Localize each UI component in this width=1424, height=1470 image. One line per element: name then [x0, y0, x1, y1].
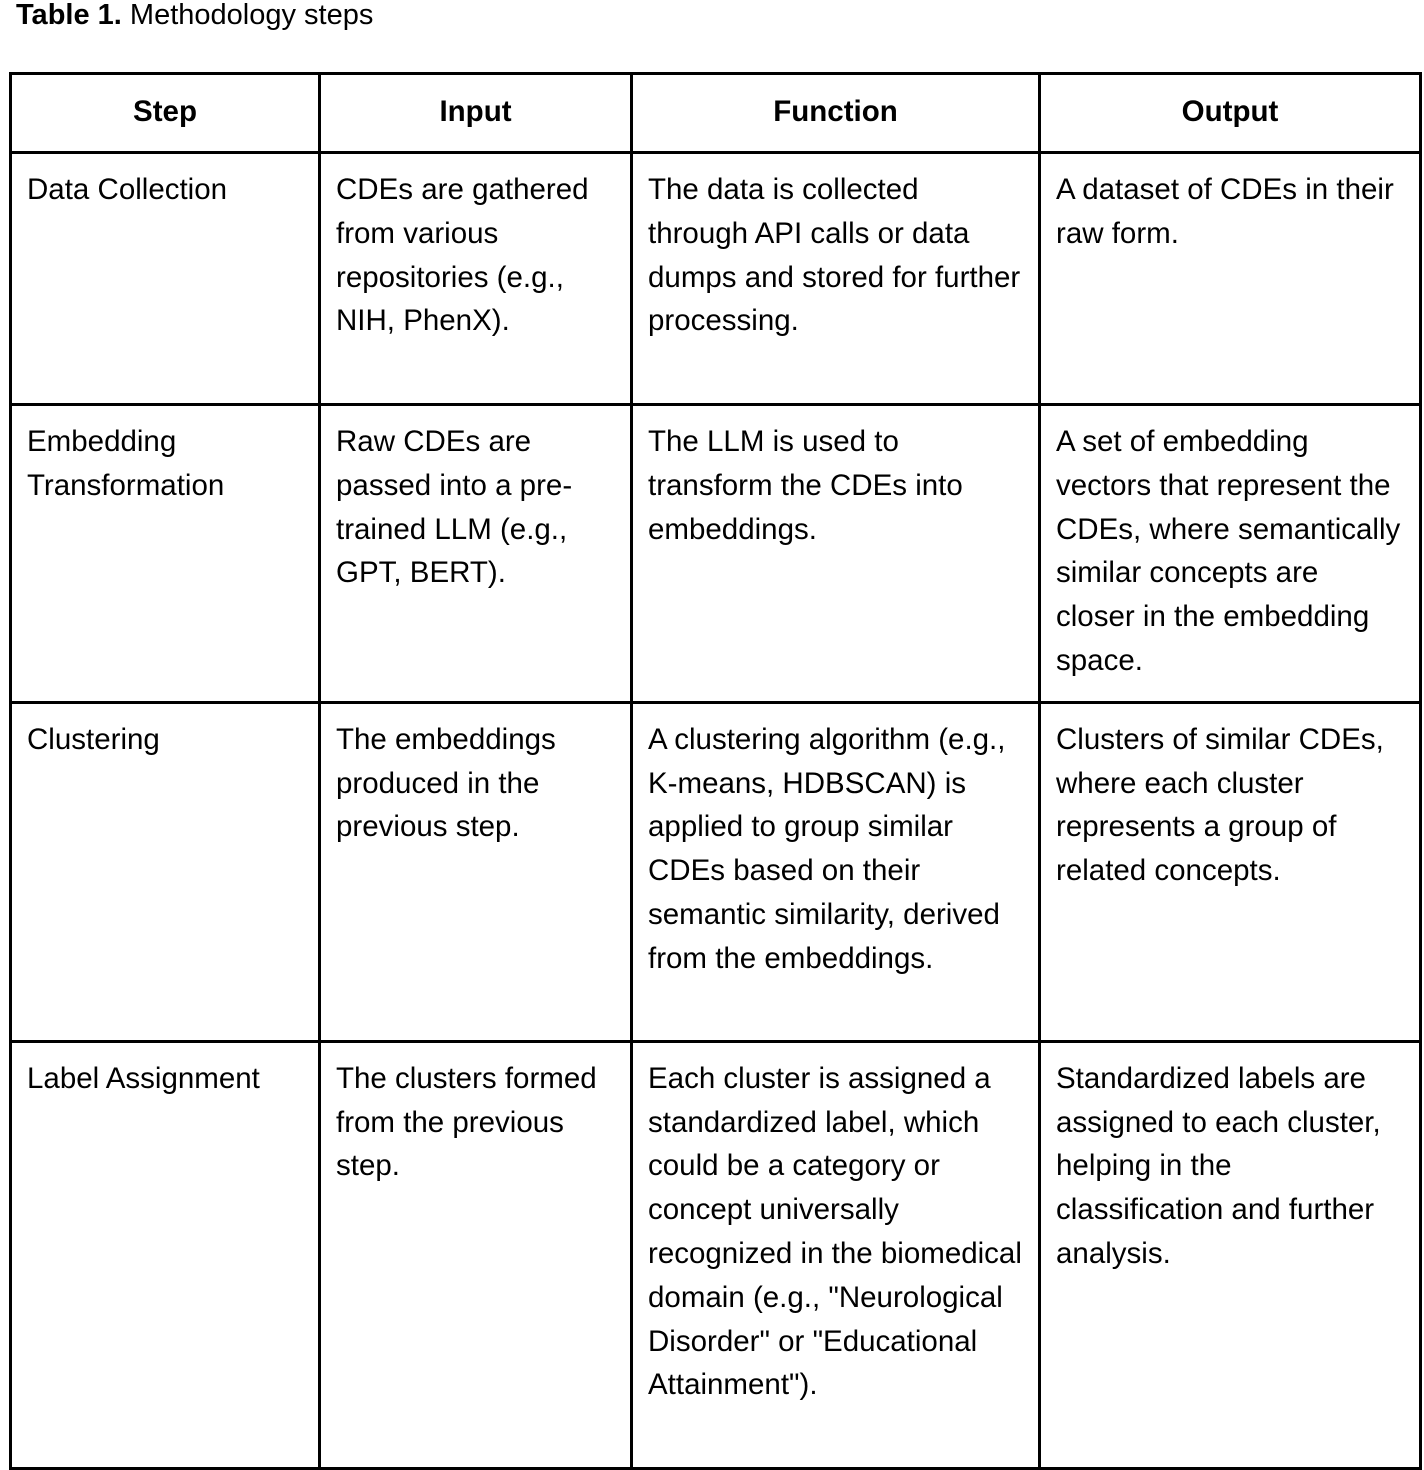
- table-row: [11, 405, 1421, 703]
- cell-function: The data is collected through API calls or data dumps and stored for further processing.: [632, 153, 1040, 405]
- cell-function: A clustering algorithm (e.g., K-means, HDBSCAN) is applied to group similar CDEs based on their semantic similarity, derived from the embeddings.: [632, 702, 1040, 1041]
- cell-input: CDEs are gathered from various repositories (e.g., NIH, PhenX).: [320, 153, 632, 405]
- table-row: [11, 1041, 1421, 1468]
- cell-input: Raw CDEs are passed into a pre-trained LLM (e.g., GPT, BERT).: [320, 405, 632, 703]
- header-function: Function: [632, 74, 1040, 153]
- table-caption-title: Methodology steps: [129, 0, 374, 31]
- cell-step: Embedding Transformation: [11, 405, 320, 703]
- cell-input: The clusters formed from the previous step.: [320, 1041, 632, 1468]
- table-caption: [16, 0, 373, 32]
- header-output: Output: [1040, 74, 1421, 153]
- cell-step: Clustering: [11, 702, 320, 1041]
- cell-output: A dataset of CDEs in their raw form.: [1040, 153, 1421, 405]
- cell-step: Data Collection: [11, 153, 320, 405]
- methodology-table: [9, 72, 1422, 1470]
- table-caption-label: Table 1.: [16, 0, 122, 31]
- header-step: Step: [11, 74, 320, 153]
- header-input: Input: [320, 74, 632, 153]
- cell-function: Each cluster is assigned a standardized label, which could be a category or concept universally recognized in the biomedical domain (e.g., "Neurological Disorder" or "Educational Attainment").: [632, 1041, 1040, 1468]
- cell-function: The LLM is used to transform the CDEs into embeddings.: [632, 405, 1040, 703]
- table-row: [11, 153, 1421, 405]
- cell-output: A set of embedding vectors that represent the CDEs, where semantically similar concepts are closer in the embedding space.: [1040, 405, 1421, 703]
- cell-input: The embeddings produced in the previous step.: [320, 702, 632, 1041]
- table-row: [11, 702, 1421, 1041]
- cell-output: Clusters of similar CDEs, where each cluster represents a group of related concepts.: [1040, 702, 1421, 1041]
- table-header-row: [11, 74, 1421, 153]
- cell-output: Standardized labels are assigned to each cluster, helping in the classification and further analysis.: [1040, 1041, 1421, 1468]
- cell-step: Label Assignment: [11, 1041, 320, 1468]
